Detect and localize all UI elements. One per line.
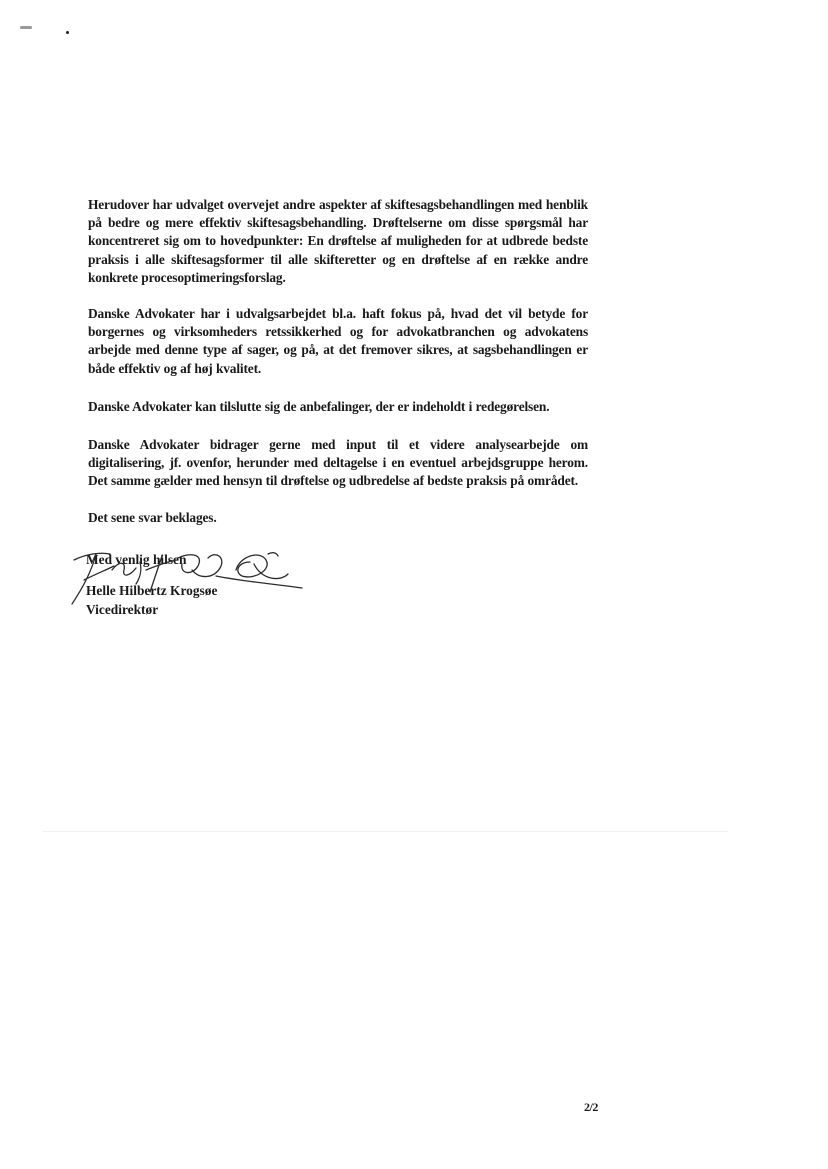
scan-speck [20,26,32,29]
paragraph-endorsement: Danske Advokater kan tilslutte sig de anbefalinger, der er indeholdt i redegørelsen. [88,398,550,414]
page-number: 2/2 [584,1100,598,1114]
letter-body [88,196,588,547]
handwritten-signature [66,540,316,610]
scan-divider [42,831,728,832]
signer-name: Helle Hilbertz Krogsøe [86,583,218,598]
paragraph-focus-areas: Danske Advokater har i udvalgsarbejdet bl.a. haft fokus på, hvad det vil betyde for borgernes og virksomheders retssikkerhed og for advokatbranchen og advokatens arbejde med denne type af sager, og på, at det fremover sikres, at sagsbehandlingen er både effektiv og af høj kvalitet. [88,306,588,376]
paragraph-contribution: Danske Advokater bidrager gerne med input til et videre analysearbejde om digitalisering, jf. ovenfor, herunder med deltagelse i en eventuel arbejdsgruppe herom. Det samme gælder med hensyn til drøftelse og udbredelse af bedste praksis på området. [88,437,588,489]
paragraph-procedure-aspects: Herudover har udvalget overvejet andre aspekter af skiftesagsbehandlingen med henblik på bedre og mere effektiv skiftesagsbehandling. Drøftelserne om disse spørgsmål har koncentreret sig om to hovedpunkter: En drøftelse af muligheden for at udbrede bedste praksis i alle skiftesagsformer til alle skifteretter og en drøftelse af en række andre konkrete procesoptimeringsforslag. [88,197,588,285]
scan-dot [66,31,69,34]
closing-salutation: Med venlig hilsen [86,552,187,567]
signer-title: Vicedirektør [86,602,159,617]
paragraph-apology: Det sene svar beklages. [88,509,217,525]
